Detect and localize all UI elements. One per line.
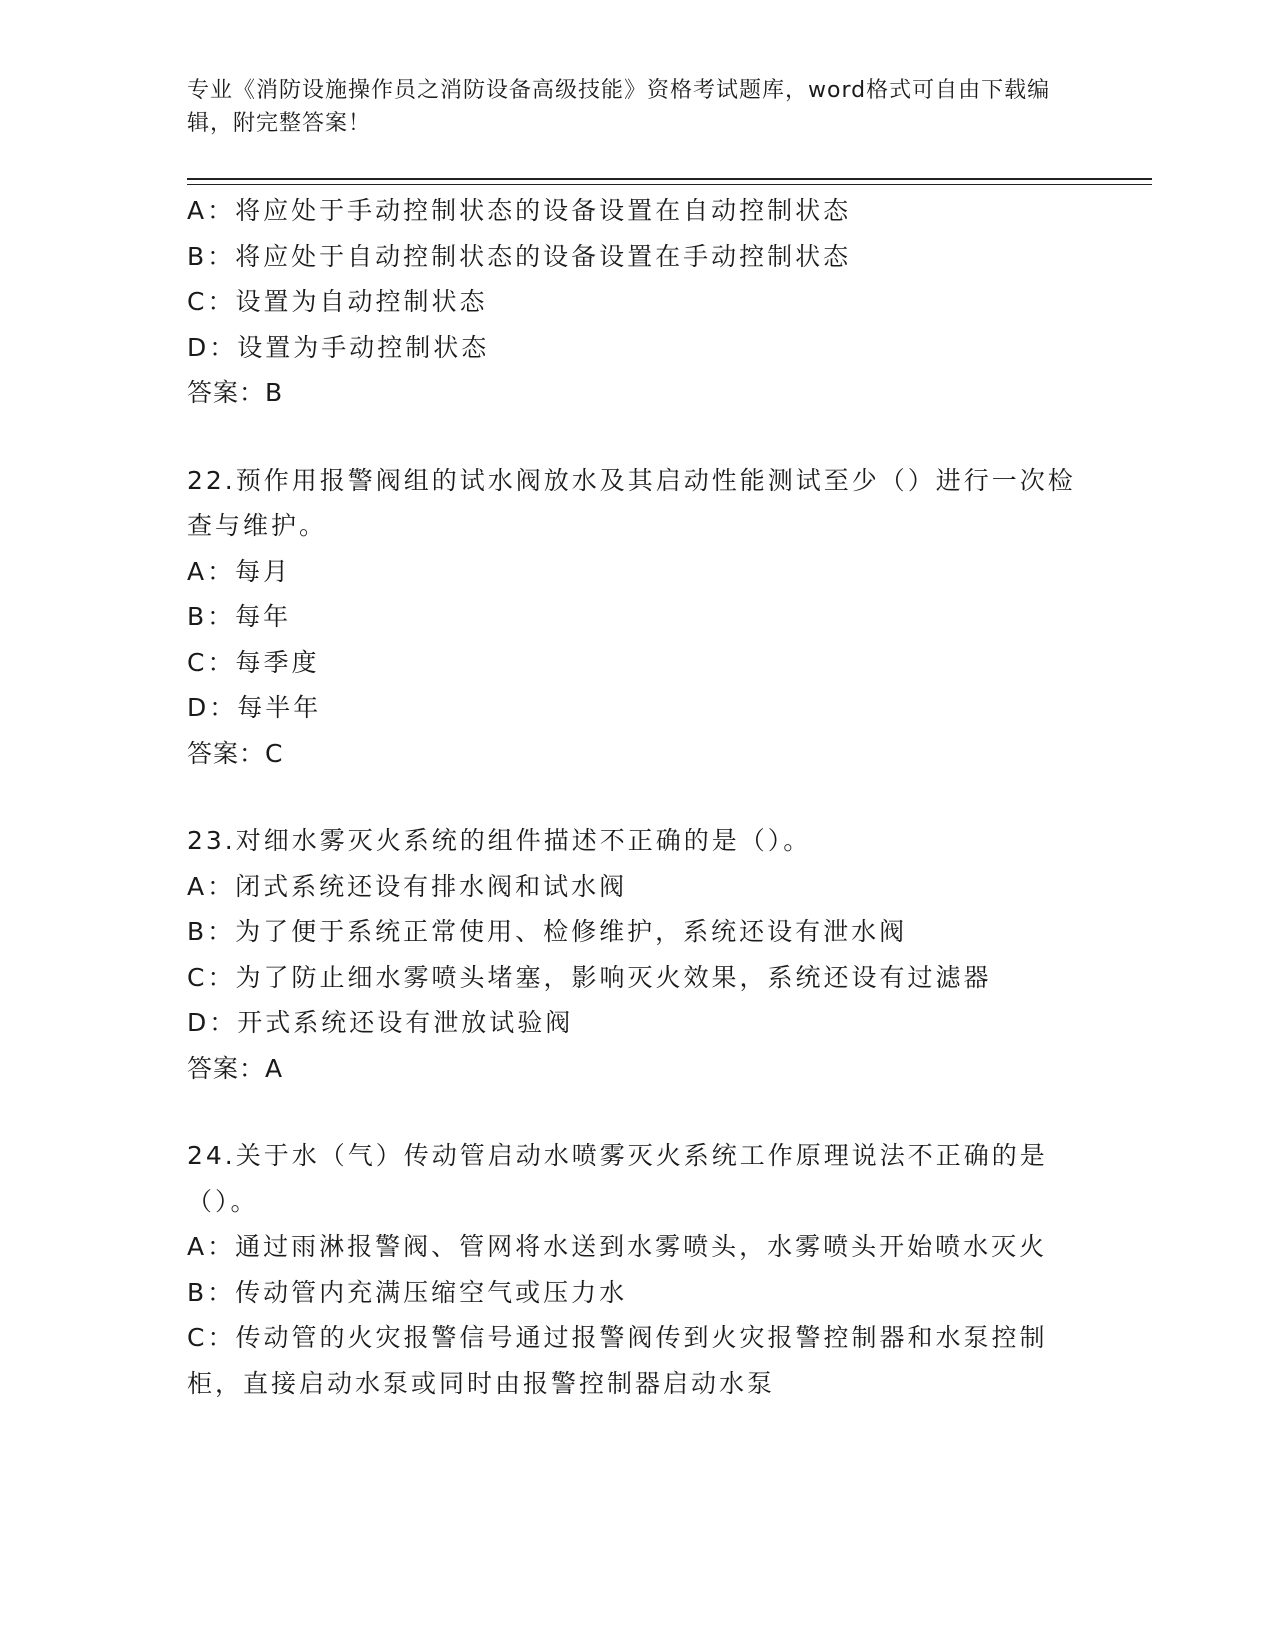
q23-option-b: B：为了便于系统正常使用、检修维护，系统还设有泄水阀 bbox=[187, 917, 908, 946]
q21-option-d: D：设置为手动控制状态 bbox=[187, 332, 490, 362]
q22-option-c: C：每季度 bbox=[187, 647, 320, 677]
q23-question: 23.对细水雾灭火系统的组件描述不正确的是（）。 bbox=[187, 826, 812, 855]
q22-question: 22.预作用报警阀组的试水阀放水及其启动性能测试至少（）进行一次检查与维护。 bbox=[187, 465, 1076, 540]
q22-option-b: B：每年 bbox=[187, 602, 292, 631]
q23-answer: 答案：A bbox=[187, 1053, 284, 1083]
spacer bbox=[187, 776, 1087, 818]
q21-answer: 答案：B bbox=[187, 378, 284, 407]
q24-question: 24.关于水（气）传动管启动水喷雾灭火系统工作原理说法不正确的是（）。 bbox=[187, 1141, 1048, 1216]
document-body bbox=[187, 188, 1087, 1406]
document-header: 专业《消防设施操作员之消防设备高级技能》资格考试题库，word格式可自由下载编辑，附完整答案！ bbox=[187, 78, 1051, 136]
spacer bbox=[187, 1091, 1087, 1133]
q23-option-a: A：闭式系统还设有排水阀和试水阀 bbox=[187, 871, 628, 901]
header-rule-thick bbox=[187, 178, 1152, 180]
q22-option-a: A：每月 bbox=[187, 556, 292, 586]
q24-option-b: B：传动管内充满压缩空气或压力水 bbox=[187, 1277, 628, 1307]
q21-option-a: A：将应处于手动控制状态的设备设置在自动控制状态 bbox=[187, 196, 852, 225]
q21-option-b: B：将应处于自动控制状态的设备设置在手动控制状态 bbox=[187, 241, 852, 271]
spacer bbox=[187, 416, 1087, 458]
q22-answer: 答案：C bbox=[187, 738, 284, 768]
q21-option-c: C：设置为自动控制状态 bbox=[187, 287, 488, 316]
q24-option-c: C：传动管的火灾报警信号通过报警阀传到火灾报警控制器和水泵控制柜，直接启动水泵或同时由报警控制器启动水泵 bbox=[187, 1323, 1048, 1398]
header-rule-thin bbox=[187, 184, 1152, 185]
q23-option-c: C：为了防止细水雾喷头堵塞，影响灭火效果，系统还设有过滤器 bbox=[187, 962, 992, 992]
q23-option-d: D：开式系统还设有泄放试验阀 bbox=[187, 1008, 574, 1037]
q22-option-d: D：每半年 bbox=[187, 693, 322, 722]
q24-option-a: A：通过雨淋报警阀、管网将水送到水雾喷头，水雾喷头开始喷水灭火 bbox=[187, 1232, 1048, 1261]
